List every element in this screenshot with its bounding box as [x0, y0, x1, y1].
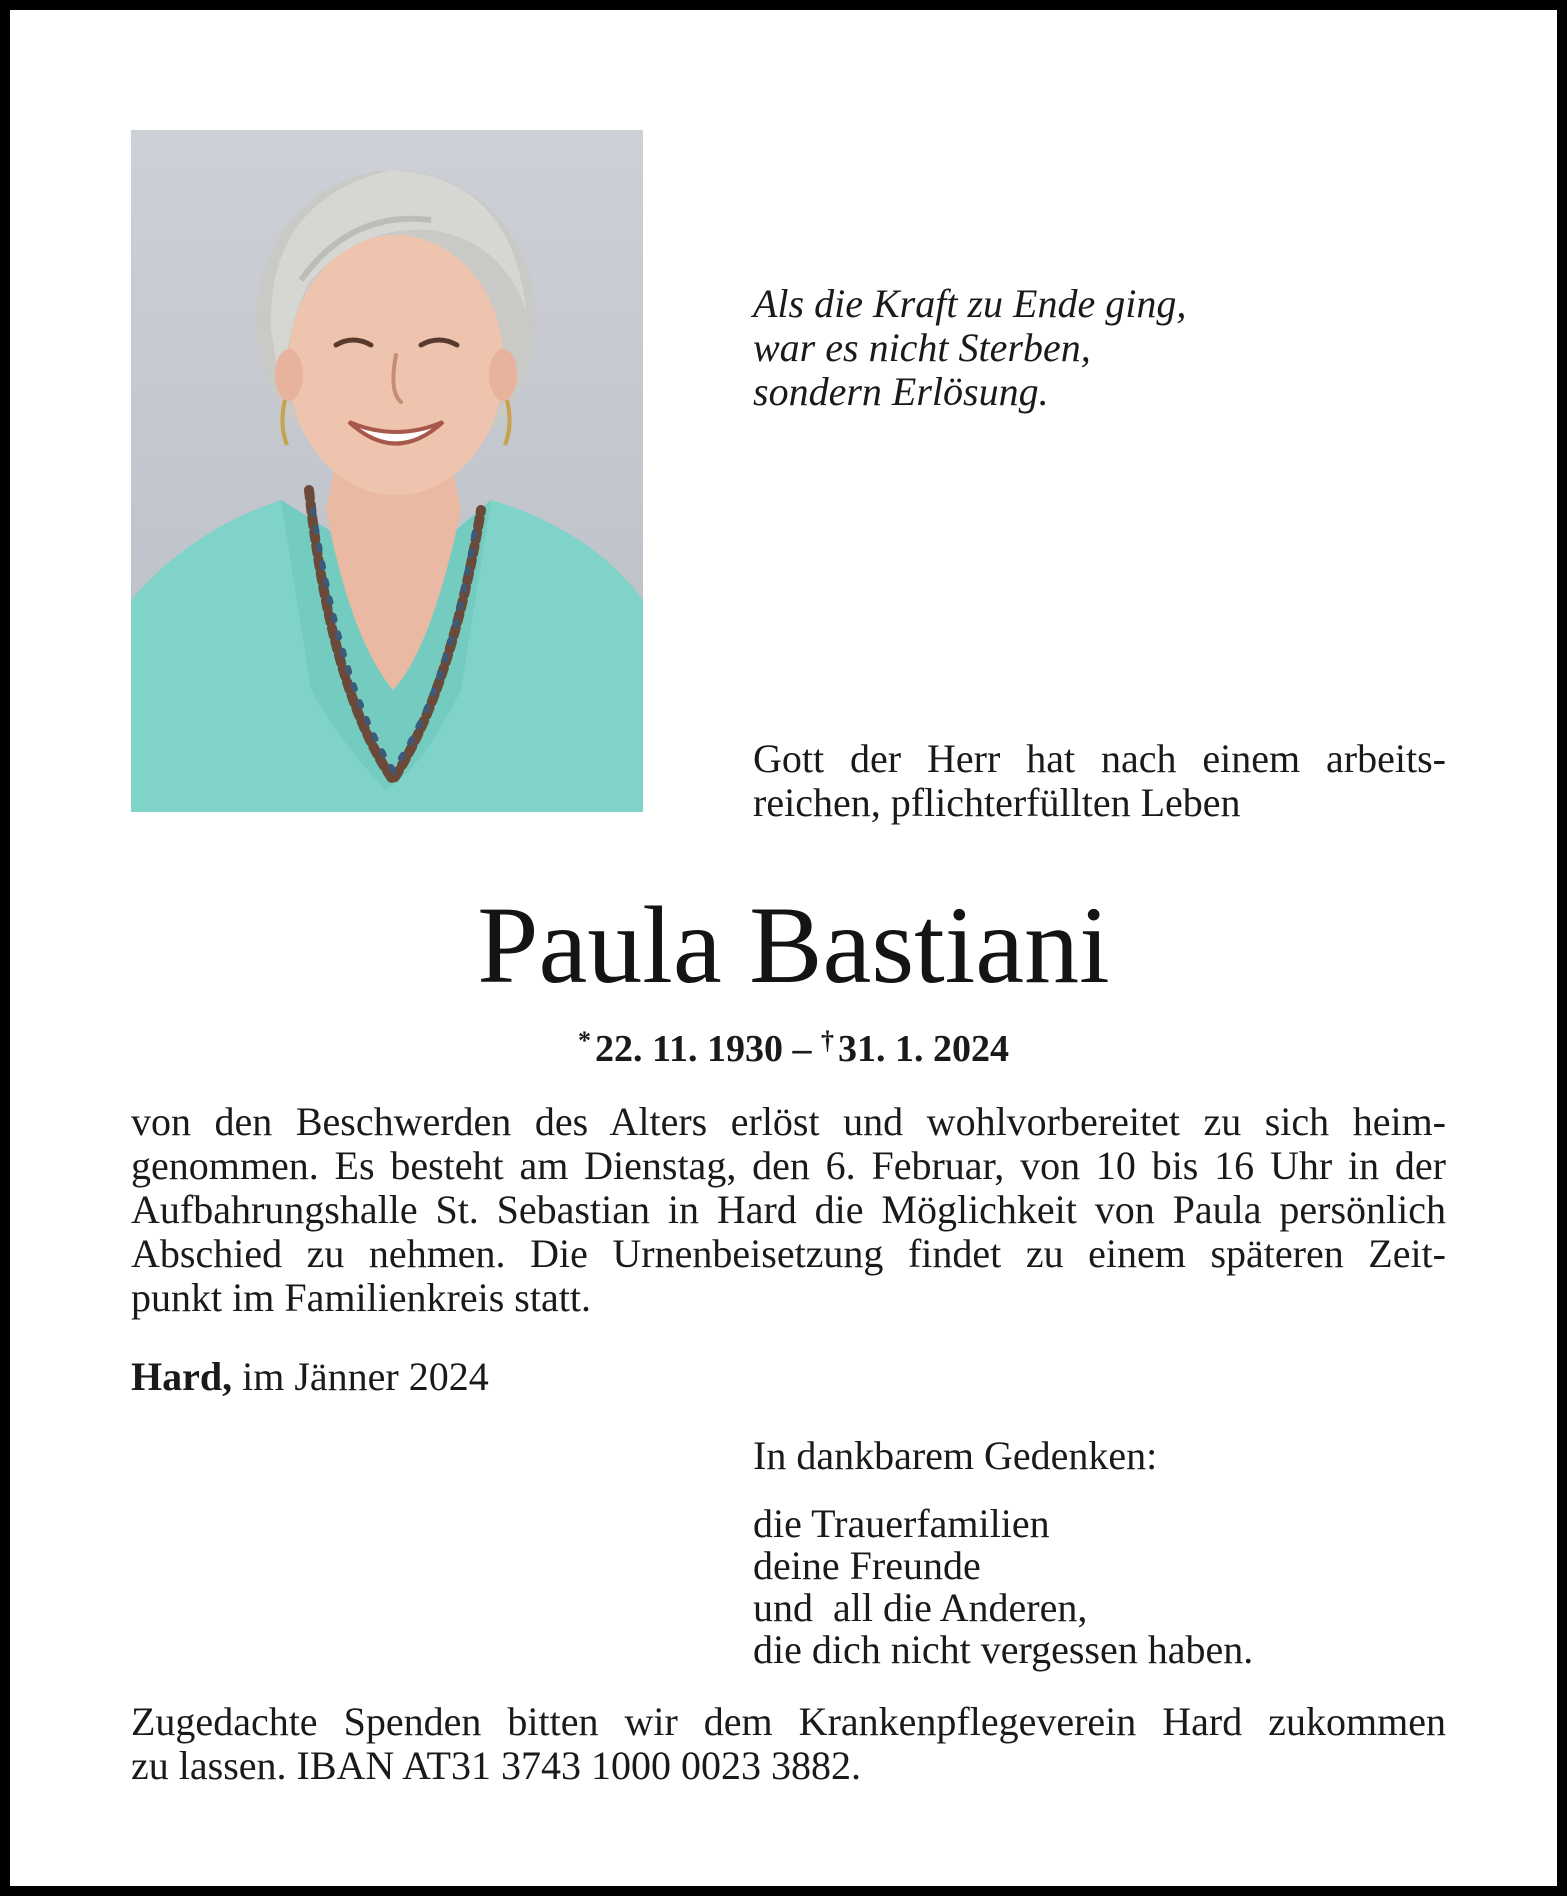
donation-note — [131, 1700, 1446, 1788]
body-line: Aufbahrungshalle St. Sebastian in Hard die Möglichkeit von Paula persönlich — [131, 1187, 1446, 1232]
birth-date: 22. 11. 1930 — [595, 1028, 783, 1070]
donation-line: zu lassen. IBAN AT31 3743 1000 0023 3882. — [131, 1743, 861, 1788]
body-line: Abschied zu nehmen. Die Urnenbeisetzung findet zu einem späteren Zeit- — [131, 1231, 1446, 1276]
intro-text — [753, 737, 1446, 825]
motto-line: Als die Kraft zu Ende ging, — [753, 281, 1187, 326]
body-line: von den Beschwerden des Alters erlöst und wohlvorbereitet zu sich heim- — [131, 1099, 1446, 1144]
closing-heading: In dankbarem Gedenken: — [753, 1433, 1158, 1478]
intro-line: reichen, pflichterfüllten Leben — [753, 780, 1241, 825]
motto-line: war es nicht Sterben, — [753, 325, 1091, 370]
body-paragraph — [131, 1100, 1446, 1320]
place-date: im Jänner 2024 — [232, 1354, 489, 1399]
donation-line: Zugedachte Spenden bitten wir dem Krankenpflegeverein Hard zukommen — [131, 1699, 1446, 1744]
place-and-date — [131, 1355, 489, 1399]
place-town: Hard, — [131, 1354, 233, 1399]
signatory-line: die Trauerfamilien — [753, 1501, 1050, 1546]
signatories — [753, 1503, 1253, 1671]
closing-block — [753, 1435, 1253, 1671]
body-line: genommen. Es besteht am Dienstag, den 6. Februar, von 10 bis 16 Uhr in der — [131, 1143, 1446, 1188]
death-symbol: † — [820, 1026, 834, 1055]
body-line: punkt im Familienkreis statt. — [131, 1275, 591, 1320]
life-dates — [10, 1018, 1567, 1072]
date-separator: – — [782, 1028, 821, 1070]
motto-verse — [753, 282, 1186, 414]
death-date: 31. 1. 2024 — [837, 1028, 1009, 1070]
signatory-line: die dich nicht vergessen haben. — [753, 1627, 1254, 1672]
portrait-illustration — [131, 130, 643, 812]
portrait-photo — [131, 130, 643, 812]
signatory-line: und all die Anderen, — [753, 1585, 1088, 1630]
birth-symbol: * — [578, 1026, 592, 1055]
signatory-line: deine Freunde — [753, 1543, 981, 1588]
motto-line: sondern Erlösung. — [753, 369, 1049, 414]
deceased-name: Paula Bastiani — [477, 884, 1110, 1006]
intro-line: Gott der Herr hat nach einem arbeits- — [753, 736, 1446, 781]
